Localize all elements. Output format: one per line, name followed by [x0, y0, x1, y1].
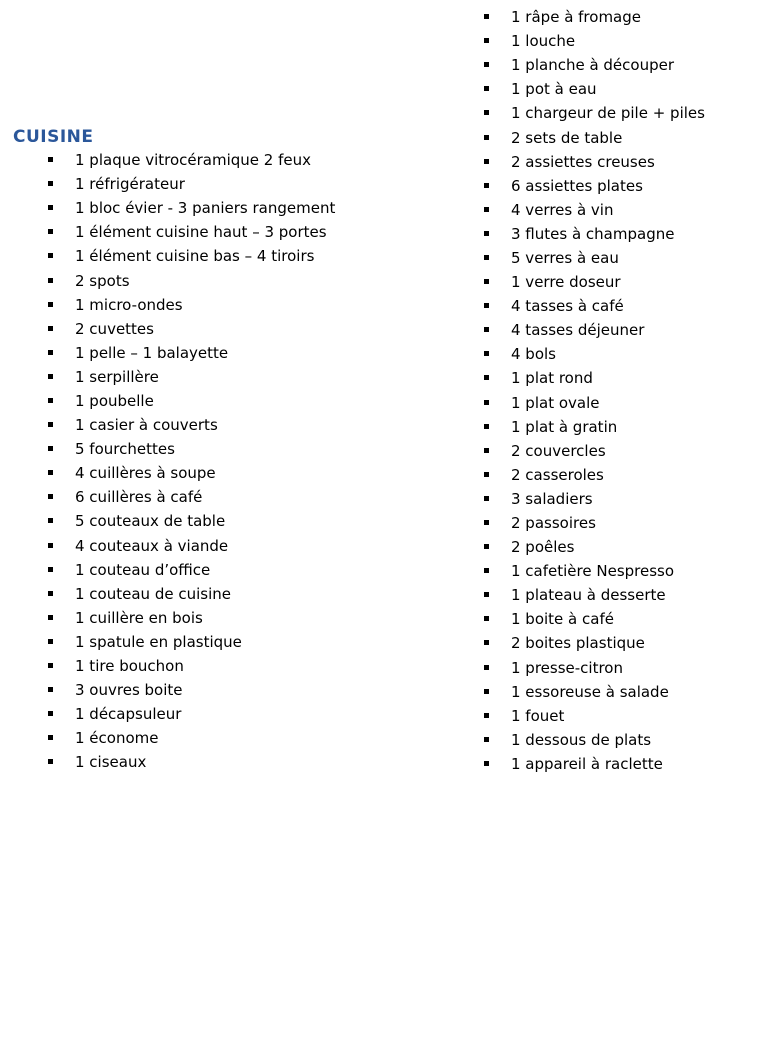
square-bullet-icon: [484, 689, 489, 694]
square-bullet-icon: [48, 567, 53, 572]
list-item-text: 5 fourchettes: [75, 440, 175, 459]
list-item-text: 5 couteaux de table: [75, 512, 226, 531]
list-item: [483, 222, 705, 246]
list-item: [483, 53, 705, 77]
square-bullet-icon: [484, 86, 489, 91]
list-item: [483, 656, 705, 680]
square-bullet-icon: [48, 615, 53, 620]
list-item: [483, 583, 705, 607]
square-bullet-icon: [48, 181, 53, 186]
list-item: [47, 268, 335, 292]
square-bullet-icon: [48, 494, 53, 499]
list-item: [483, 294, 705, 318]
list-item: [483, 511, 705, 535]
square-bullet-icon: [48, 663, 53, 668]
list-item-text: 1 pot à eau: [511, 80, 597, 99]
list-item: [483, 29, 705, 53]
square-bullet-icon: [484, 713, 489, 718]
square-bullet-icon: [484, 38, 489, 43]
list-item-text: 3 flutes à champagne: [511, 224, 675, 243]
square-bullet-icon: [484, 279, 489, 284]
list-item-text: 1 cafetière Nespresso: [511, 562, 675, 581]
list-item-text: 6 cuillères à café: [75, 488, 203, 507]
list-item-text: 1 couteau d’office: [75, 560, 211, 579]
square-bullet-icon: [484, 665, 489, 670]
square-bullet-icon: [48, 205, 53, 210]
list-item: [483, 607, 705, 631]
list-item-text: 1 appareil à raclette: [511, 754, 663, 773]
square-bullet-icon: [48, 229, 53, 234]
list-item: [47, 678, 335, 702]
square-bullet-icon: [48, 518, 53, 523]
list-item: [47, 244, 335, 268]
list-item: [47, 172, 335, 196]
list-item: [483, 415, 705, 439]
list-item: [483, 680, 705, 704]
square-bullet-icon: [484, 231, 489, 236]
list-item: [47, 293, 335, 317]
left-item-list: [47, 148, 335, 774]
square-bullet-icon: [48, 398, 53, 403]
list-item: [483, 150, 705, 174]
list-item: [47, 726, 335, 750]
list-item: [47, 654, 335, 678]
list-item-text: 1 élément cuisine bas – 4 tiroirs: [75, 247, 315, 266]
list-item: [47, 437, 335, 461]
square-bullet-icon: [484, 62, 489, 67]
list-item-text: 5 verres à eau: [511, 248, 619, 267]
square-bullet-icon: [484, 568, 489, 573]
list-item-text: 1 micro-ondes: [75, 295, 183, 314]
square-bullet-icon: [48, 374, 53, 379]
list-item: [47, 389, 335, 413]
square-bullet-icon: [484, 737, 489, 742]
square-bullet-icon: [484, 400, 489, 405]
list-item: [483, 631, 705, 655]
square-bullet-icon: [484, 207, 489, 212]
list-item-text: 1 casier à couverts: [75, 416, 218, 435]
list-item-text: 1 verre doseur: [511, 273, 621, 292]
square-bullet-icon: [484, 424, 489, 429]
list-item-text: 1 fouet: [511, 706, 565, 725]
list-item: [47, 582, 335, 606]
list-item: [47, 558, 335, 582]
list-item: [47, 630, 335, 654]
list-item-text: 4 verres à vin: [511, 200, 614, 219]
square-bullet-icon: [48, 253, 53, 258]
list-item-text: 1 plaque vitrocéramique 2 feux: [75, 151, 312, 170]
list-item: [47, 365, 335, 389]
square-bullet-icon: [48, 759, 53, 764]
square-bullet-icon: [484, 616, 489, 621]
list-item: [47, 413, 335, 437]
list-item-text: 2 spots: [75, 271, 130, 290]
list-item-text: 1 louche: [511, 32, 576, 51]
square-bullet-icon: [48, 735, 53, 740]
section-title: CUISINE: [13, 127, 94, 147]
list-item-text: 1 pelle – 1 balayette: [75, 343, 229, 362]
list-item: [483, 125, 705, 149]
list-item: [483, 439, 705, 463]
list-item: [47, 196, 335, 220]
square-bullet-icon: [484, 761, 489, 766]
square-bullet-icon: [48, 470, 53, 475]
list-item: [483, 728, 705, 752]
square-bullet-icon: [484, 375, 489, 380]
square-bullet-icon: [484, 327, 489, 332]
list-item-text: 1 décapsuleur: [75, 705, 182, 724]
list-item: [47, 509, 335, 533]
list-item: [47, 220, 335, 244]
list-item: [47, 461, 335, 485]
list-item: [483, 391, 705, 415]
list-item-text: 2 boites plastique: [511, 634, 645, 653]
list-item: [483, 487, 705, 511]
list-item-text: 1 bloc évier - 3 paniers rangement: [75, 199, 336, 218]
list-item-text: 2 passoires: [511, 514, 596, 533]
square-bullet-icon: [48, 687, 53, 692]
list-item-text: 1 boite à café: [511, 610, 614, 629]
list-item: [483, 704, 705, 728]
list-item: [47, 341, 335, 365]
list-item: [483, 752, 705, 776]
list-item-text: 1 spatule en plastique: [75, 632, 242, 651]
list-item-text: 3 saladiers: [511, 489, 593, 508]
list-item: [47, 148, 335, 172]
square-bullet-icon: [48, 157, 53, 162]
list-item-text: 1 presse-citron: [511, 658, 623, 677]
list-item: [483, 342, 705, 366]
square-bullet-icon: [484, 544, 489, 549]
list-item: [483, 246, 705, 270]
square-bullet-icon: [48, 278, 53, 283]
list-item-text: 1 poubelle: [75, 391, 154, 410]
square-bullet-icon: [48, 326, 53, 331]
list-item-text: 1 plat à gratin: [511, 417, 618, 436]
square-bullet-icon: [48, 302, 53, 307]
square-bullet-icon: [484, 183, 489, 188]
list-item-text: 2 poêles: [511, 538, 575, 557]
list-item: [47, 317, 335, 341]
list-item-text: 2 cuvettes: [75, 319, 154, 338]
square-bullet-icon: [484, 255, 489, 260]
square-bullet-icon: [484, 351, 489, 356]
list-item-text: 1 planche à découper: [511, 56, 675, 75]
list-item-text: 1 tire bouchon: [75, 657, 184, 676]
list-item: [483, 198, 705, 222]
square-bullet-icon: [484, 472, 489, 477]
list-item: [483, 318, 705, 342]
left-column: [13, 126, 335, 774]
list-item: [483, 366, 705, 390]
list-item-text: 1 ciseaux: [75, 753, 147, 772]
list-item-text: 4 tasses déjeuner: [511, 321, 645, 340]
list-item-text: 4 bols: [511, 345, 556, 364]
list-item-text: 4 tasses à café: [511, 297, 624, 316]
list-item-text: 1 élément cuisine haut – 3 portes: [75, 223, 327, 242]
square-bullet-icon: [48, 639, 53, 644]
list-item-text: 4 couteaux à viande: [75, 536, 229, 555]
list-item-text: 2 casseroles: [511, 465, 604, 484]
list-item: [483, 463, 705, 487]
list-item-text: 1 serpillère: [75, 367, 159, 386]
list-item-text: 1 chargeur de pile + piles: [511, 104, 705, 123]
square-bullet-icon: [484, 592, 489, 597]
list-item: [483, 5, 705, 29]
square-bullet-icon: [484, 496, 489, 501]
list-item: [47, 485, 335, 509]
square-bullet-icon: [484, 159, 489, 164]
square-bullet-icon: [48, 446, 53, 451]
list-item-text: 2 sets de table: [511, 128, 623, 147]
list-item-text: 1 couteau de cuisine: [75, 584, 231, 603]
list-item: [483, 270, 705, 294]
square-bullet-icon: [484, 135, 489, 140]
list-item: [483, 77, 705, 101]
square-bullet-icon: [484, 110, 489, 115]
right-item-list: [483, 5, 705, 776]
list-item-text: 2 couvercles: [511, 441, 606, 460]
list-item-text: 3 ouvres boite: [75, 681, 183, 700]
list-item-text: 1 plat ovale: [511, 393, 600, 412]
list-item: [483, 101, 705, 125]
list-item-text: 1 réfrigérateur: [75, 175, 185, 194]
square-bullet-icon: [484, 448, 489, 453]
square-bullet-icon: [484, 303, 489, 308]
list-item-text: 1 râpe à fromage: [511, 8, 641, 27]
list-item-text: 1 essoreuse à salade: [511, 682, 669, 701]
square-bullet-icon: [484, 520, 489, 525]
list-item-text: 2 assiettes creuses: [511, 152, 655, 171]
square-bullet-icon: [48, 422, 53, 427]
square-bullet-icon: [484, 640, 489, 645]
list-item: [483, 535, 705, 559]
list-item-text: 1 plateau à desserte: [511, 586, 666, 605]
list-item: [47, 606, 335, 630]
square-bullet-icon: [48, 543, 53, 548]
square-bullet-icon: [48, 350, 53, 355]
list-item-text: 1 plat rond: [511, 369, 593, 388]
square-bullet-icon: [48, 591, 53, 596]
list-item: [47, 534, 335, 558]
list-item: [47, 702, 335, 726]
list-item-text: 4 cuillères à soupe: [75, 464, 216, 483]
list-item-text: 1 économe: [75, 729, 159, 748]
list-item: [483, 174, 705, 198]
list-item-text: 1 cuillère en bois: [75, 608, 203, 627]
list-item: [483, 559, 705, 583]
list-item-text: 6 assiettes plates: [511, 176, 643, 195]
list-item-text: 1 dessous de plats: [511, 730, 652, 749]
square-bullet-icon: [484, 14, 489, 19]
list-item: [47, 750, 335, 774]
square-bullet-icon: [48, 711, 53, 716]
